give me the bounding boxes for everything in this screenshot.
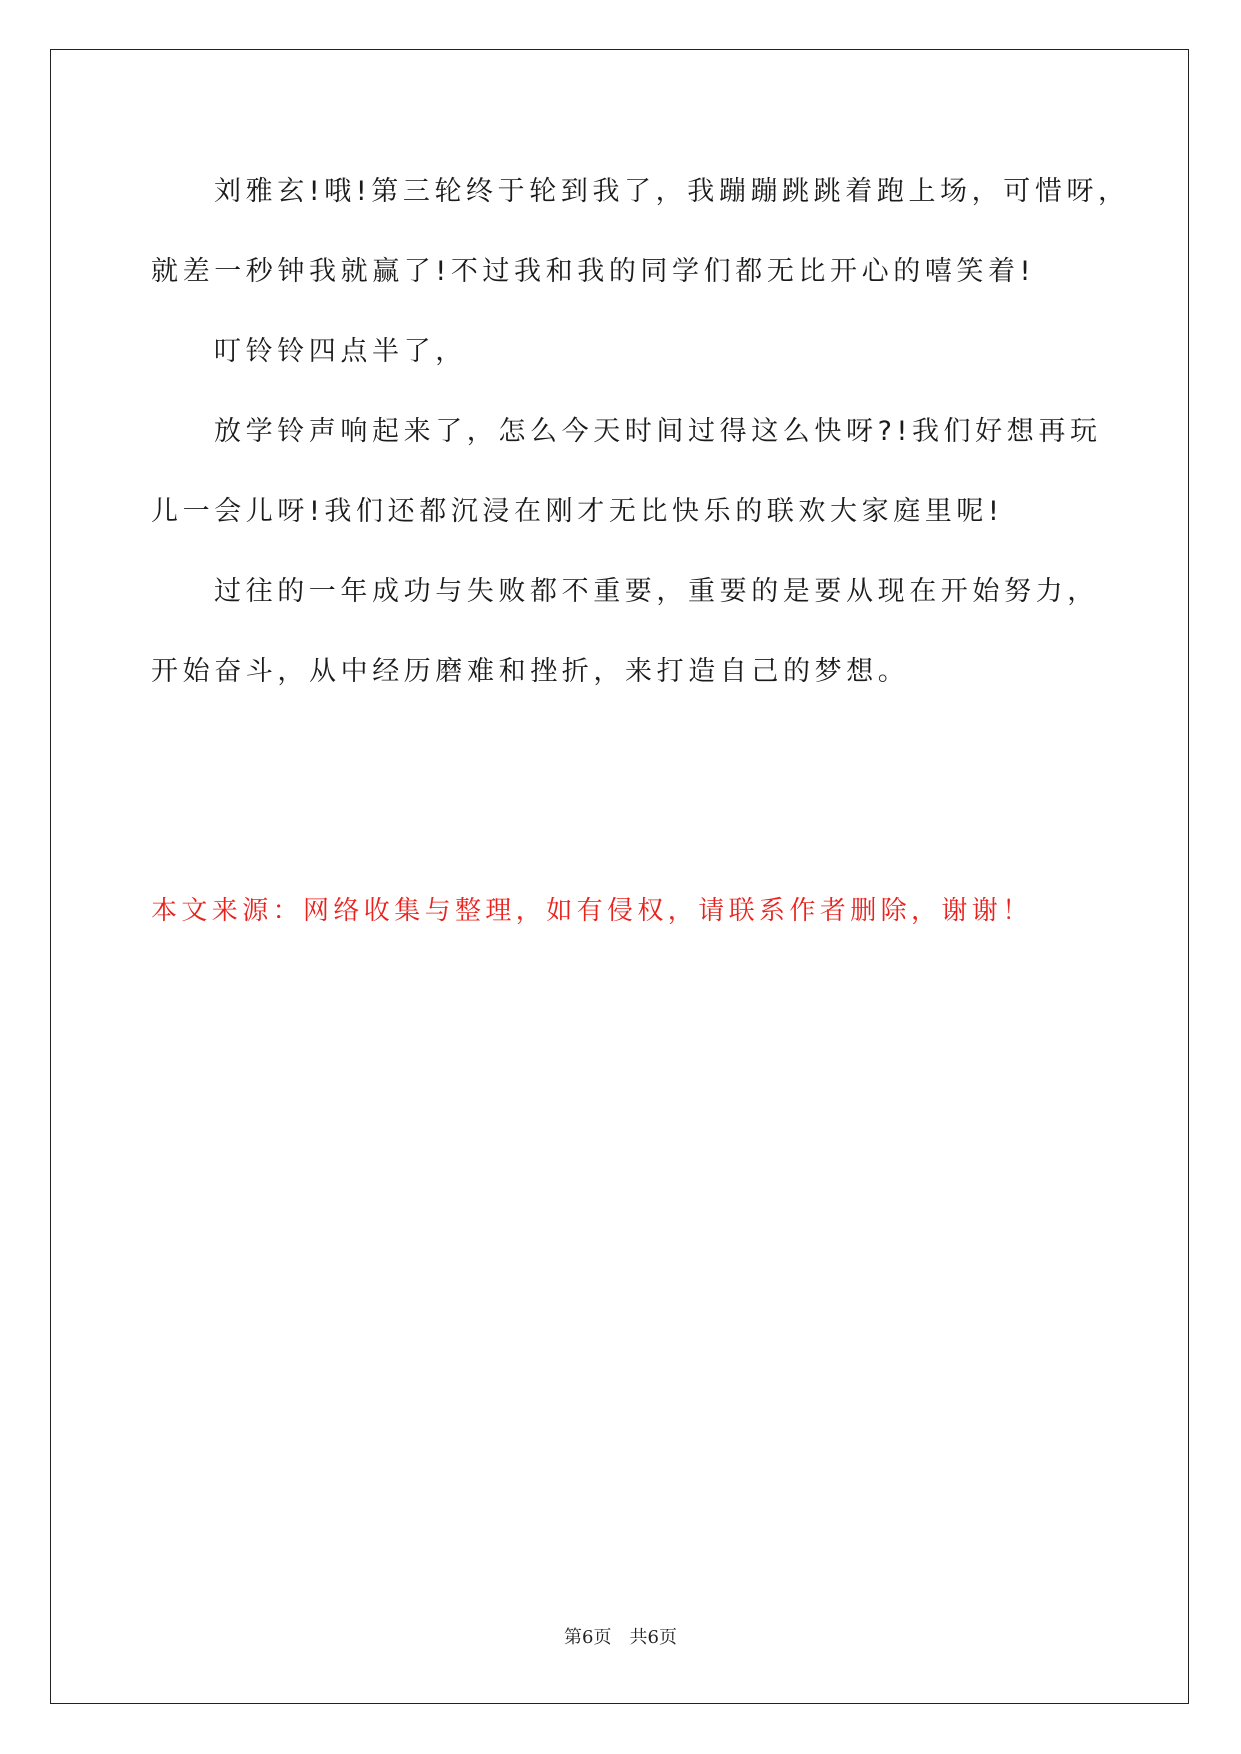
page-number-current: 第6页 xyxy=(564,1627,612,1648)
page-footer xyxy=(0,1623,1241,1649)
body-line: 放学铃声响起来了，怎么今天时间过得这么快呀?!我们好想再玩 xyxy=(214,416,1102,447)
body-line: 过往的一年成功与失败都不重要，重要的是要从现在开始努力， xyxy=(214,576,1099,607)
body-line: 开始奋斗，从中经历磨难和挫折，来打造自己的梦想。 xyxy=(151,656,910,687)
source-notice: 本文来源：网络收集与整理，如有侵权，请联系作者删除，谢谢！ xyxy=(151,896,1033,926)
page-border xyxy=(50,49,1189,1704)
body-line: 叮铃铃四点半了， xyxy=(214,336,467,367)
page-number-total: 共6页 xyxy=(629,1627,677,1648)
body-line: 儿一会儿呀!我们还都沉浸在刚才无比快乐的联欢大家庭里呢! xyxy=(151,496,1004,527)
body-line: 就差一秒钟我就赢了!不过我和我的同学们都无比开心的嘻笑着! xyxy=(151,256,1036,287)
body-line: 刘雅玄!哦!第三轮终于轮到我了，我蹦蹦跳跳着跑上场，可惜呀， xyxy=(214,176,1130,207)
